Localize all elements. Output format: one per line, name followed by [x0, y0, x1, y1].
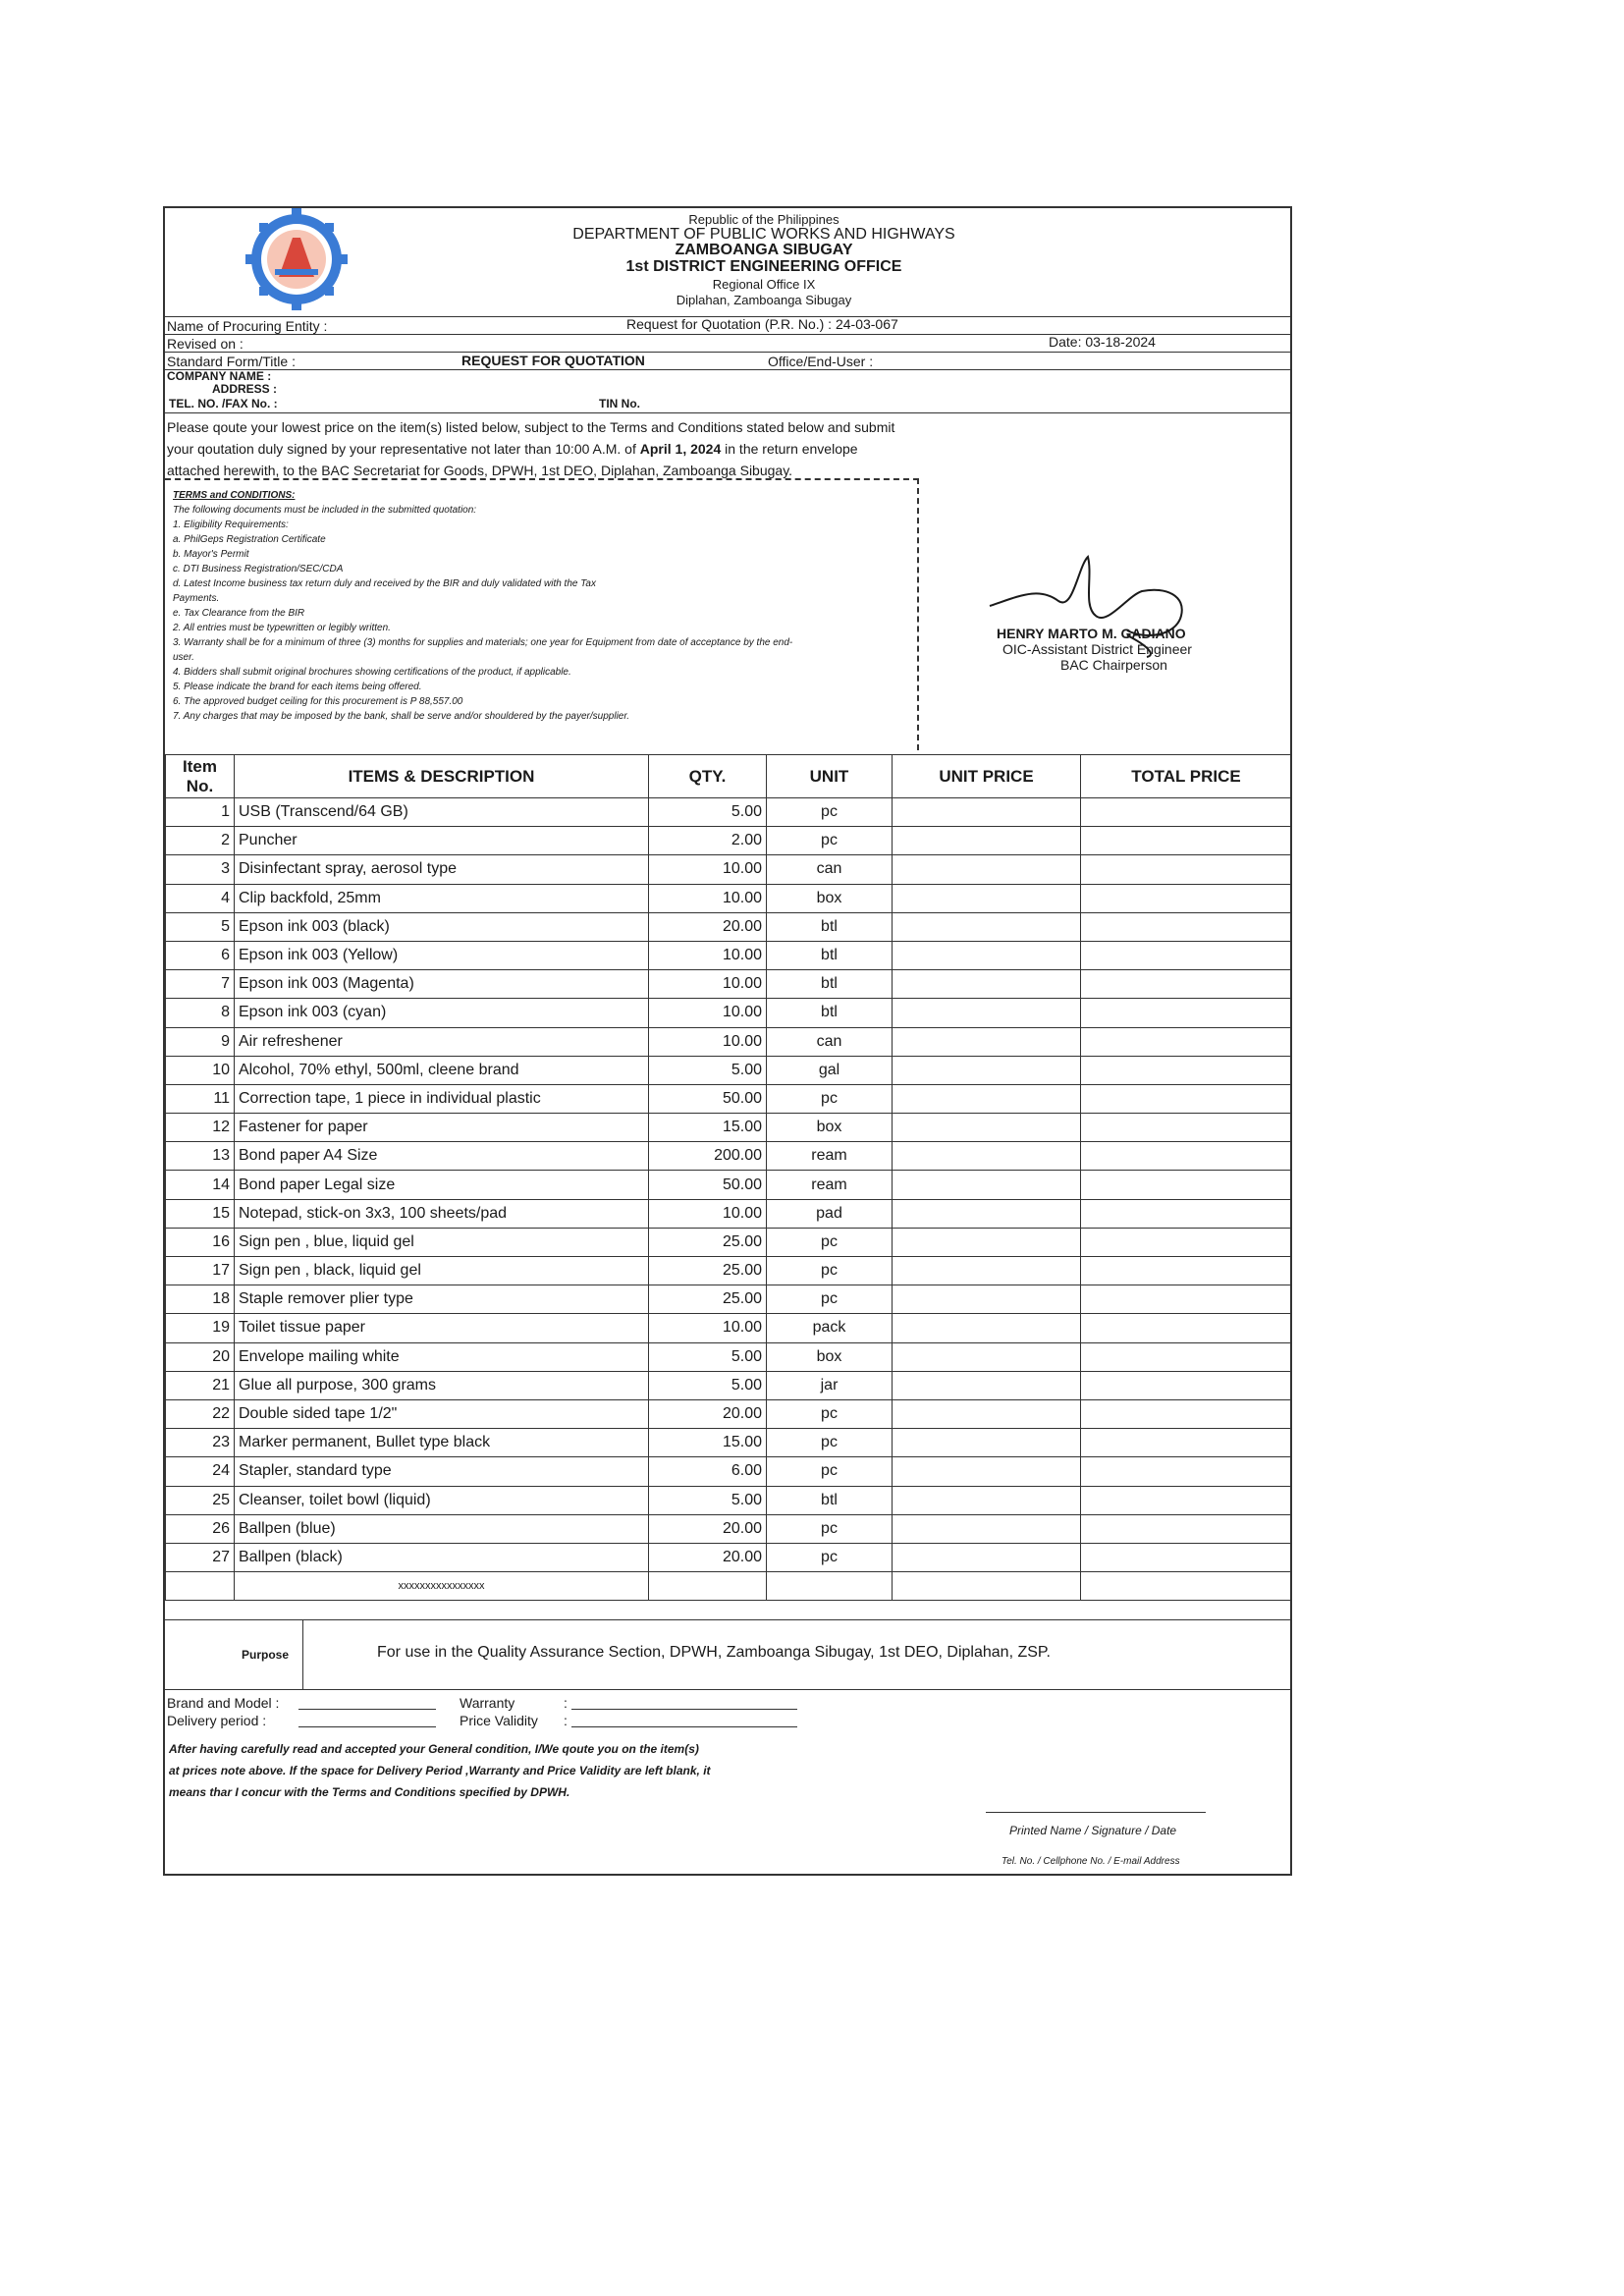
contact-label: Tel. No. / Cellphone No. / E-mail Address	[1001, 1856, 1180, 1867]
header-unit: UNIT	[767, 755, 893, 798]
cell-total-price[interactable]	[1081, 1543, 1292, 1571]
terms-line: user.	[173, 652, 194, 663]
purpose-label: Purpose	[242, 1648, 290, 1662]
cell-desc: USB (Transcend/64 GB)	[235, 798, 649, 827]
cell-desc: Double sided tape 1/2"	[235, 1399, 649, 1428]
price-validity-label: Price Validity	[460, 1713, 538, 1728]
cell-unit: pc	[767, 1399, 893, 1428]
table-row	[166, 884, 1292, 912]
cell-desc: Glue all purpose, 300 grams	[235, 1371, 649, 1399]
cell-desc: Stapler, standard type	[235, 1457, 649, 1486]
cell-total-price[interactable]	[1081, 912, 1292, 941]
table-row	[166, 798, 1292, 827]
cell-desc: Puncher	[235, 827, 649, 855]
table-row	[166, 1114, 1292, 1142]
cell-no: 13	[166, 1142, 235, 1171]
cell-unit: btl	[767, 999, 893, 1027]
cell-unit: pc	[767, 1457, 893, 1486]
terms-line: Payments.	[173, 593, 220, 604]
cell-unit: ream	[767, 1142, 893, 1171]
cell-desc: Epson ink 003 (cyan)	[235, 999, 649, 1027]
end-marker: xxxxxxxxxxxxxxxx	[235, 1572, 649, 1601]
cell-no: 9	[166, 1027, 235, 1056]
intro-line-3: attached herewith, to the BAC Secretariat for Goods, DPWH, 1st DEO, Diplahan, Zamboanga Sibugay.	[167, 463, 793, 478]
cell-unit: can	[767, 1027, 893, 1056]
cell-unit: pc	[767, 1514, 893, 1543]
terms-line: 4. Bidders shall submit original brochures showing certifications of the product, if applicable.	[173, 667, 571, 678]
cell-total-price[interactable]	[1081, 1371, 1292, 1399]
table-row	[166, 1514, 1292, 1543]
cell-total-price[interactable]	[1081, 1257, 1292, 1285]
cell-desc: Epson ink 003 (black)	[235, 912, 649, 941]
intro-text	[167, 416, 1247, 481]
cell-desc: Epson ink 003 (Yellow)	[235, 941, 649, 969]
cell-unit-price[interactable]	[893, 941, 1081, 969]
table-row	[166, 1027, 1292, 1056]
cell-unit: box	[767, 1342, 893, 1371]
cell-total-price[interactable]	[1081, 1027, 1292, 1056]
table-row	[166, 1543, 1292, 1571]
cell-desc: Epson ink 003 (Magenta)	[235, 970, 649, 999]
terms-line: The following documents must be included in the submitted quotation:	[173, 505, 477, 516]
cell-unit: btl	[767, 1486, 893, 1514]
header-qty: QTY.	[649, 755, 767, 798]
table-row	[166, 1399, 1292, 1428]
cell-qty: 10.00	[649, 855, 767, 884]
tin-label: TIN No.	[599, 397, 640, 410]
table-row	[166, 970, 1292, 999]
terms-line: 3. Warranty shall be for a minimum of three (3) months for supplies and materials; one year for Equipment from date of acceptance by the end-	[173, 637, 793, 648]
cell-qty: 15.00	[649, 1429, 767, 1457]
cell-unit: ream	[767, 1171, 893, 1199]
cell-unit: gal	[767, 1056, 893, 1084]
cell-qty: 25.00	[649, 1257, 767, 1285]
cell-no: 11	[166, 1084, 235, 1113]
terms-line: 7. Any charges that may be imposed by the bank, shall be serve and/or shouldered by the payer/supplier.	[173, 711, 630, 722]
cell-no: 24	[166, 1457, 235, 1486]
cell-total-price[interactable]	[1081, 884, 1292, 912]
cell-qty: 25.00	[649, 1285, 767, 1314]
header-description: ITEMS & DESCRIPTION	[235, 755, 649, 798]
cell-unit-price[interactable]	[893, 1199, 1081, 1228]
terms-line: c. DTI Business Registration/SEC/CDA	[173, 564, 344, 574]
cell-no: 3	[166, 855, 235, 884]
table-end-row	[166, 1572, 1292, 1601]
header-office: 1st DISTRICT ENGINEERING OFFICE	[625, 258, 902, 275]
cell-qty: 10.00	[649, 1027, 767, 1056]
cell-total-price[interactable]	[1081, 941, 1292, 969]
intro-line-1: Please qoute your lowest price on the item(s) listed below, subject to the Terms and Conditions stated below and submit	[167, 419, 895, 435]
terms-line: e. Tax Clearance from the BIR	[173, 608, 305, 619]
cell-desc: Ballpen (blue)	[235, 1514, 649, 1543]
table-row	[166, 1486, 1292, 1514]
cell-desc: Sign pen , blue, liquid gel	[235, 1228, 649, 1256]
cell-unit-price[interactable]	[893, 1371, 1081, 1399]
table-row	[166, 1314, 1292, 1342]
cell-qty: 6.00	[649, 1457, 767, 1486]
header-province: ZAMBOANGA SIBUGAY	[675, 242, 853, 258]
header-unit-price: UNIT PRICE	[893, 755, 1081, 798]
table-row	[166, 855, 1292, 884]
table-row	[166, 912, 1292, 941]
form-title: REQUEST FOR QUOTATION	[461, 353, 645, 368]
cell-no: 17	[166, 1257, 235, 1285]
cell-total-price[interactable]	[1081, 1171, 1292, 1199]
cell-total-price[interactable]	[1081, 1285, 1292, 1314]
procuring-entity-label: Name of Procuring Entity :	[167, 318, 328, 334]
table-row	[166, 827, 1292, 855]
terms-line: TERMS and CONDITIONS:	[173, 490, 296, 501]
cell-unit: pc	[767, 1429, 893, 1457]
table-row	[166, 1371, 1292, 1399]
cell-desc: Marker permanent, Bullet type black	[235, 1429, 649, 1457]
cell-unit: box	[767, 1114, 893, 1142]
cell-unit: pc	[767, 1257, 893, 1285]
signatory-name: HENRY MARTO M. GADIANO	[997, 626, 1186, 641]
cell-desc: Bond paper Legal size	[235, 1171, 649, 1199]
cell-unit-price[interactable]	[893, 999, 1081, 1027]
cell-no: 26	[166, 1514, 235, 1543]
cell-no: 18	[166, 1285, 235, 1314]
cell-unit-price[interactable]	[893, 884, 1081, 912]
terms-line: 6. The approved budget ceiling for this procurement is P 88,557.00	[173, 696, 463, 707]
header-total-price: TOTAL PRICE	[1081, 755, 1292, 798]
cell-no: 16	[166, 1228, 235, 1256]
cell-total-price[interactable]	[1081, 1114, 1292, 1142]
cell-desc: Air refreshener	[235, 1027, 649, 1056]
cell-total-price[interactable]	[1081, 798, 1292, 827]
cell-no: 1	[166, 798, 235, 827]
terms-line: a. PhilGeps Registration Certificate	[173, 534, 326, 545]
cell-unit: btl	[767, 941, 893, 969]
cell-unit-price[interactable]	[893, 1314, 1081, 1342]
cell-no: 23	[166, 1429, 235, 1457]
cell-qty: 5.00	[649, 798, 767, 827]
cell-qty: 5.00	[649, 1342, 767, 1371]
cell-no: 15	[166, 1199, 235, 1228]
cell-qty: 15.00	[649, 1114, 767, 1142]
rfq-number: Request for Quotation (P.R. No.) : 24-03-067	[626, 316, 898, 332]
cell-qty: 20.00	[649, 1514, 767, 1543]
cell-desc: Clip backfold, 25mm	[235, 884, 649, 912]
header-region: Regional Office IX	[712, 277, 816, 292]
cell-total-price[interactable]	[1081, 855, 1292, 884]
cell-unit-price[interactable]	[893, 1114, 1081, 1142]
cell-unit-price[interactable]	[893, 1171, 1081, 1199]
table-row	[166, 1228, 1292, 1256]
cell-qty: 50.00	[649, 1084, 767, 1113]
terms-line: 1. Eligibility Requirements:	[173, 519, 289, 530]
cell-desc: Correction tape, 1 piece in individual plastic	[235, 1084, 649, 1113]
cell-no: 6	[166, 941, 235, 969]
quotation-form	[163, 206, 1292, 1876]
cell-qty: 10.00	[649, 884, 767, 912]
table-row	[166, 999, 1292, 1027]
intro-line-2: your qoutation duly signed by your representative not later than 10:00 A.M. of April 1, 2024 in the return envelope	[167, 441, 858, 457]
cell-unit-price[interactable]	[893, 798, 1081, 827]
cell-qty: 10.00	[649, 941, 767, 969]
cell-desc: Envelope mailing white	[235, 1342, 649, 1371]
cell-no: 19	[166, 1314, 235, 1342]
cell-qty: 20.00	[649, 1399, 767, 1428]
cell-qty: 10.00	[649, 970, 767, 999]
cell-unit-price[interactable]	[893, 827, 1081, 855]
cell-no: 5	[166, 912, 235, 941]
cell-qty: 200.00	[649, 1142, 767, 1171]
cell-unit-price[interactable]	[893, 1056, 1081, 1084]
cell-unit: pad	[767, 1199, 893, 1228]
table-row	[166, 941, 1292, 969]
table-row	[166, 1171, 1292, 1199]
cell-no: 8	[166, 999, 235, 1027]
cell-qty: 50.00	[649, 1171, 767, 1199]
cell-unit: pc	[767, 1084, 893, 1113]
cell-unit: pc	[767, 827, 893, 855]
cell-unit-price[interactable]	[893, 1429, 1081, 1457]
cell-qty: 5.00	[649, 1486, 767, 1514]
brand-model-label: Brand and Model :	[167, 1695, 280, 1711]
terms-line: d. Latest Income business tax return duly and received by the BIR and duly validated with the Tax	[173, 578, 596, 589]
terms-line: 2. All entries must be typewritten or legibly written.	[173, 623, 391, 633]
cell-unit-price[interactable]	[893, 1084, 1081, 1113]
cell-total-price[interactable]	[1081, 1056, 1292, 1084]
cell-total-price[interactable]	[1081, 1084, 1292, 1113]
terms-line: 5. Please indicate the brand for each items being offered.	[173, 682, 422, 692]
company-name-label: COMPANY NAME :	[167, 369, 272, 383]
cell-unit-price[interactable]	[893, 1399, 1081, 1428]
cell-total-price[interactable]	[1081, 1228, 1292, 1256]
cell-total-price[interactable]	[1081, 1199, 1292, 1228]
purpose-row	[165, 1619, 1292, 1690]
cell-desc: Alcohol, 70% ethyl, 500ml, cleene brand	[235, 1056, 649, 1084]
cell-unit-price[interactable]	[893, 912, 1081, 941]
table-header-row	[166, 755, 1292, 798]
cell-total-price[interactable]	[1081, 1429, 1292, 1457]
cell-no: 21	[166, 1371, 235, 1399]
cell-no: 20	[166, 1342, 235, 1371]
cell-total-price[interactable]	[1081, 1342, 1292, 1371]
cell-unit: pc	[767, 798, 893, 827]
table-row	[166, 1429, 1292, 1457]
cell-total-price[interactable]	[1081, 1399, 1292, 1428]
cell-unit: box	[767, 884, 893, 912]
terms-and-conditions	[173, 488, 919, 724]
cell-unit: pc	[767, 1543, 893, 1571]
warranty-colon: :	[564, 1695, 568, 1711]
cell-unit-price[interactable]	[893, 1228, 1081, 1256]
table-row	[166, 1285, 1292, 1314]
purpose-text: For use in the Quality Assurance Section, DPWH, Zamboanga Sibugay, 1st DEO, Diplahan, ZSP.	[377, 1644, 1051, 1661]
cell-desc: Disinfectant spray, aerosol type	[235, 855, 649, 884]
cell-unit-price[interactable]	[893, 1342, 1081, 1371]
signatory-role: BAC Chairperson	[1060, 657, 1167, 673]
cell-qty: 10.00	[649, 1314, 767, 1342]
cell-unit: jar	[767, 1371, 893, 1399]
cell-total-price[interactable]	[1081, 1142, 1292, 1171]
delivery-period-label: Delivery period :	[167, 1713, 267, 1728]
cell-unit-price[interactable]	[893, 1457, 1081, 1486]
cell-desc: Notepad, stick-on 3x3, 100 sheets/pad	[235, 1199, 649, 1228]
cell-total-price[interactable]	[1081, 1514, 1292, 1543]
cell-total-price[interactable]	[1081, 1486, 1292, 1514]
cell-no: 25	[166, 1486, 235, 1514]
acceptance-note: After having carefully read and accepted your General condition, I/We qoute you on the item(s) at prices note above. If the space for Delivery Period ,Warranty and Price Validity are left blank, it means thar I concur with the Terms and Conditions specified by DPWH.	[169, 1742, 711, 1799]
cell-qty: 10.00	[649, 1199, 767, 1228]
cell-no: 27	[166, 1543, 235, 1571]
date: Date: 03-18-2024	[1049, 334, 1156, 350]
cell-unit-price[interactable]	[893, 1257, 1081, 1285]
cell-no: 12	[166, 1114, 235, 1142]
cell-no: 22	[166, 1399, 235, 1428]
revised-on-label: Revised on :	[167, 336, 244, 352]
cell-unit-price[interactable]	[893, 855, 1081, 884]
table-row	[166, 1142, 1292, 1171]
header-address: Diplahan, Zamboanga Sibugay	[676, 293, 852, 307]
cell-unit: pc	[767, 1285, 893, 1314]
cell-unit-price[interactable]	[893, 970, 1081, 999]
cell-no: 14	[166, 1171, 235, 1199]
cell-desc: Staple remover plier type	[235, 1285, 649, 1314]
office-end-user-label: Office/End-User :	[768, 354, 874, 369]
table-row	[166, 1257, 1292, 1285]
cell-no: 10	[166, 1056, 235, 1084]
cell-unit-price[interactable]	[893, 1285, 1081, 1314]
cell-qty: 5.00	[649, 1056, 767, 1084]
signatory-title: OIC-Assistant District Engineer	[1002, 641, 1192, 657]
table-row	[166, 1199, 1292, 1228]
cell-unit: can	[767, 855, 893, 884]
terms-line: b. Mayor's Permit	[173, 549, 249, 560]
header-department: DEPARTMENT OF PUBLIC WORKS AND HIGHWAYS	[572, 226, 955, 243]
cell-no: 2	[166, 827, 235, 855]
cell-unit-price[interactable]	[893, 1142, 1081, 1171]
cell-desc: Toilet tissue paper	[235, 1314, 649, 1342]
cell-desc: Ballpen (black)	[235, 1543, 649, 1571]
cell-qty: 20.00	[649, 912, 767, 941]
address-label: ADDRESS :	[212, 382, 278, 396]
cell-unit: pc	[767, 1228, 893, 1256]
table-row	[166, 1457, 1292, 1486]
cell-desc: Fastener for paper	[235, 1114, 649, 1142]
items-table	[165, 754, 1292, 1601]
cell-desc: Bond paper A4 Size	[235, 1142, 649, 1171]
cell-qty: 25.00	[649, 1228, 767, 1256]
cell-total-price[interactable]	[1081, 1457, 1292, 1486]
cell-unit-price[interactable]	[893, 1543, 1081, 1571]
cell-unit: btl	[767, 970, 893, 999]
cell-unit-price[interactable]	[893, 1027, 1081, 1056]
standard-form-label: Standard Form/Title :	[167, 354, 296, 369]
cell-qty: 20.00	[649, 1543, 767, 1571]
price-validity-colon: :	[564, 1713, 568, 1728]
cell-unit: pack	[767, 1314, 893, 1342]
cell-unit-price[interactable]	[893, 1514, 1081, 1543]
cell-qty: 10.00	[649, 999, 767, 1027]
cell-total-price[interactable]	[1081, 1314, 1292, 1342]
cell-unit: btl	[767, 912, 893, 941]
cell-qty: 2.00	[649, 827, 767, 855]
cell-total-price[interactable]	[1081, 970, 1292, 999]
cell-unit-price[interactable]	[893, 1486, 1081, 1514]
table-row	[166, 1056, 1292, 1084]
table-row	[166, 1342, 1292, 1371]
cell-desc: Sign pen , black, liquid gel	[235, 1257, 649, 1285]
cell-no: 7	[166, 970, 235, 999]
cell-desc: Cleanser, toilet bowl (liquid)	[235, 1486, 649, 1514]
cell-total-price[interactable]	[1081, 827, 1292, 855]
tel-fax-label: TEL. NO. /FAX No. :	[169, 397, 278, 410]
printed-name-label: Printed Name / Signature / Date	[1009, 1824, 1177, 1837]
warranty-label: Warranty	[460, 1695, 515, 1711]
terms-box	[165, 478, 919, 750]
header-republic: Republic of the Philippines	[688, 212, 839, 227]
table-row	[166, 1084, 1292, 1113]
cell-no: 4	[166, 884, 235, 912]
header-item-no: Item No.	[166, 755, 235, 798]
cell-qty: 5.00	[649, 1371, 767, 1399]
cell-total-price[interactable]	[1081, 999, 1292, 1027]
